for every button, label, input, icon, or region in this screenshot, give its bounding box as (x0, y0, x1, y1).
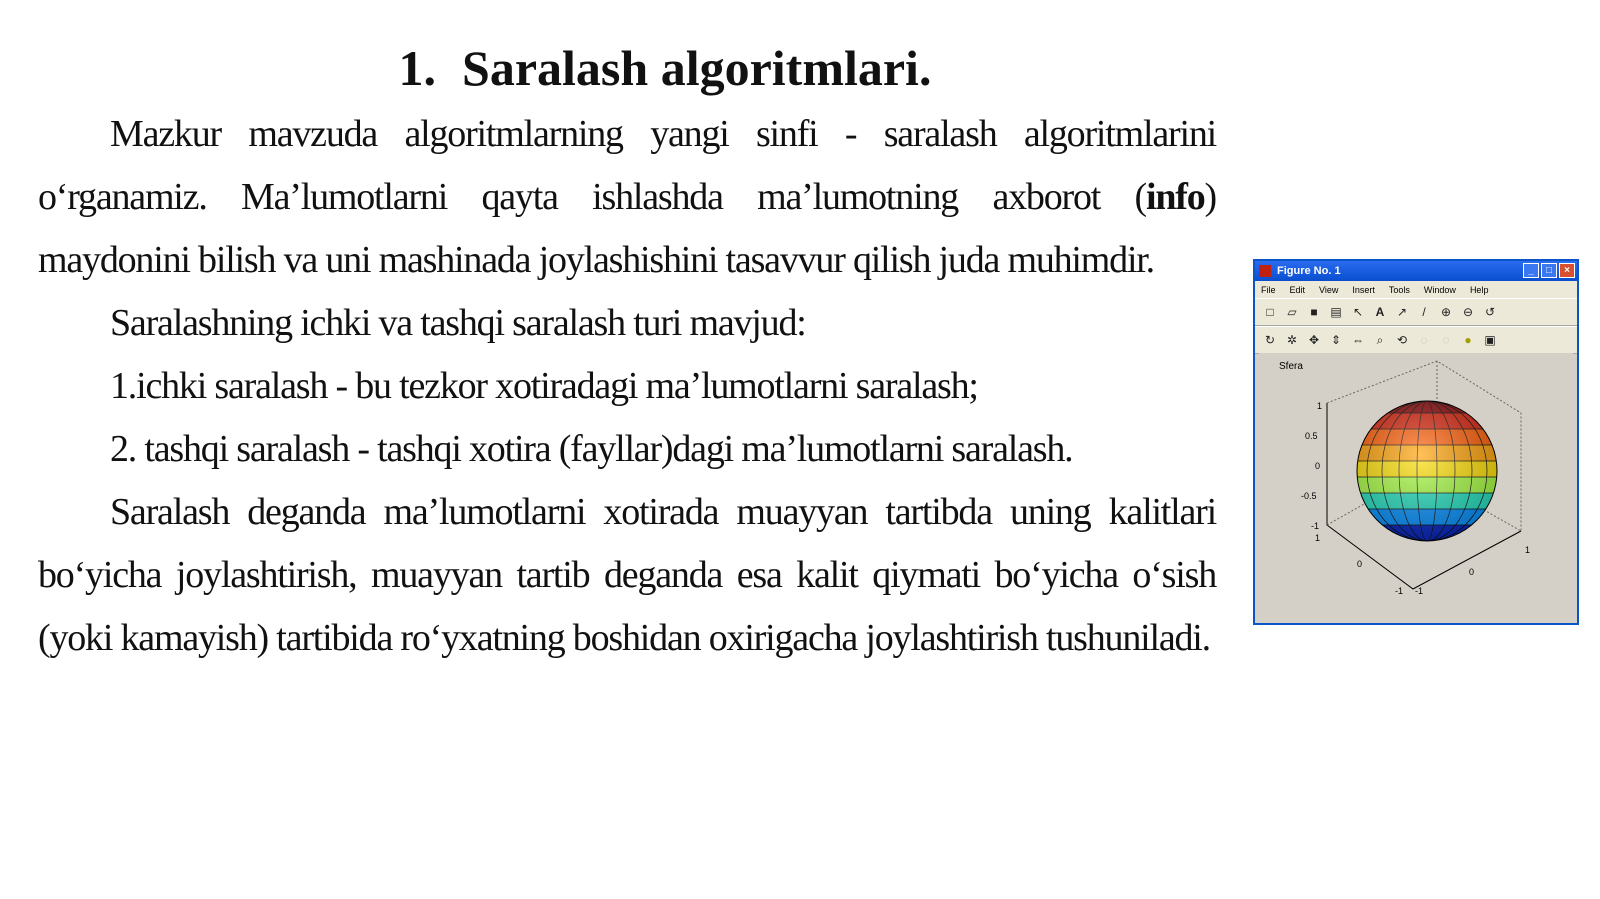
minimize-button[interactable]: _ (1523, 263, 1539, 278)
plot-title: Sfera (1279, 361, 1303, 372)
roll-icon[interactable]: ⟲ (1396, 333, 1408, 347)
figure-title: Figure No. 1 (1277, 265, 1341, 277)
info-keyword: info (1145, 176, 1205, 218)
x-tick: 0 (1469, 567, 1475, 577)
paragraph-types: Saralashning ichki va tashqi saralash turi mavjud: (110, 302, 806, 344)
zoom-in-icon[interactable]: ⊕ (1440, 305, 1452, 319)
z-tick: 0.5 (1305, 431, 1318, 441)
paragraph-internal: 1.ichki saralash - bu tezkor xotiradagi ma’lumotlarni saralash; (110, 365, 978, 407)
figure-menubar (1255, 281, 1577, 298)
y-tick: -1 (1395, 586, 1404, 596)
line-tool-icon[interactable]: / (1422, 305, 1426, 319)
figure-window (1253, 259, 1579, 625)
maximize-button[interactable]: □ (1541, 263, 1557, 278)
title-number: 1. (398, 40, 437, 96)
paragraph-intro-end: ) maydonini bilish va uni mashinada joylashishini tasavvur qilish juda muhimdir. (38, 176, 1216, 281)
y-tick: 0 (1357, 559, 1363, 569)
menu-help[interactable]: Help (1469, 284, 1489, 295)
menu-file[interactable]: File (1261, 284, 1276, 295)
close-button[interactable]: × (1559, 263, 1575, 278)
z-tick: 1 (1317, 401, 1323, 411)
camera-toolbar (1255, 326, 1577, 354)
arrow-tool-icon[interactable]: ↗ (1396, 305, 1408, 319)
paragraph-definition: Saralash deganda ma’lumotlarni xotirada muayyan tartibda uning kalitlari bo‘yicha joylashtirish, muayyan tartib deganda esa kalit qiymati bo‘yicha o‘sish (yoki kamayish) tartibida ro‘yxatning boshidan oxirigacha joylashtirish tushuniladi. (38, 491, 1216, 659)
move-icon[interactable]: ⇔ (1352, 333, 1364, 347)
orbit-camera-icon[interactable]: ↻ (1264, 333, 1276, 347)
figure-titlebar[interactable] (1255, 261, 1577, 281)
print-icon[interactable]: ▤ (1330, 305, 1342, 319)
disabled-tool-icon: ◌ (1442, 333, 1450, 347)
paragraph-external: 2. tashqi saralash - tashqi xotira (fayllar)dagi ma’lumotlarni saralash. (110, 428, 1073, 470)
z-tick: 0 (1315, 461, 1321, 471)
body-text (38, 103, 1216, 670)
zoom-camera-icon[interactable]: ⌕ (1376, 332, 1384, 347)
sphere-surface (1349, 393, 1509, 545)
paragraph-intro (38, 103, 1216, 292)
menu-view[interactable]: View (1319, 284, 1339, 295)
text-tool-icon[interactable]: A (1375, 305, 1385, 319)
open-folder-icon[interactable]: ▱ (1287, 305, 1297, 319)
light-bulb-icon[interactable]: ● (1464, 333, 1472, 347)
matlab-logo-icon (1259, 265, 1271, 277)
menu-edit[interactable]: Edit (1289, 284, 1306, 295)
menu-tools[interactable]: Tools (1388, 284, 1410, 295)
zoom-out-icon[interactable]: ⊖ (1462, 305, 1474, 319)
x-tick: -1 (1415, 586, 1424, 596)
plot-area (1259, 353, 1573, 621)
paragraph-intro-start: Mazkur mavzuda algoritmlarning yangi sinfi - saralash algoritmlarini o‘rganamiz. Ma’lumotlarni qayta ishlashda ma’lumotning axborot ( (38, 113, 1216, 218)
y-tick: 1 (1315, 533, 1321, 543)
save-icon[interactable]: ■ (1310, 305, 1318, 319)
figure-toolbar (1255, 298, 1577, 326)
menu-insert[interactable]: Insert (1352, 284, 1375, 295)
z-tick: -1 (1311, 521, 1320, 531)
page-title (0, 38, 1330, 98)
x-tick: 1 (1525, 545, 1531, 555)
dolly-icon[interactable]: ⇕ (1330, 333, 1342, 347)
select-arrow-icon[interactable]: ↖ (1352, 305, 1364, 319)
stop-icon[interactable]: ▣ (1484, 333, 1496, 347)
new-file-icon[interactable]: □ (1266, 305, 1274, 319)
sphere-plot (1259, 353, 1573, 621)
title-text: Saralash algoritmlari. (462, 40, 932, 96)
orbit-light-icon[interactable]: ✲ (1286, 333, 1298, 347)
disabled-tool-icon: ◌ (1420, 333, 1428, 347)
pan-icon[interactable]: ✥ (1308, 333, 1320, 347)
z-tick: -0.5 (1301, 491, 1317, 501)
rotate-icon[interactable]: ↺ (1484, 305, 1496, 319)
menu-window[interactable]: Window (1423, 284, 1456, 295)
